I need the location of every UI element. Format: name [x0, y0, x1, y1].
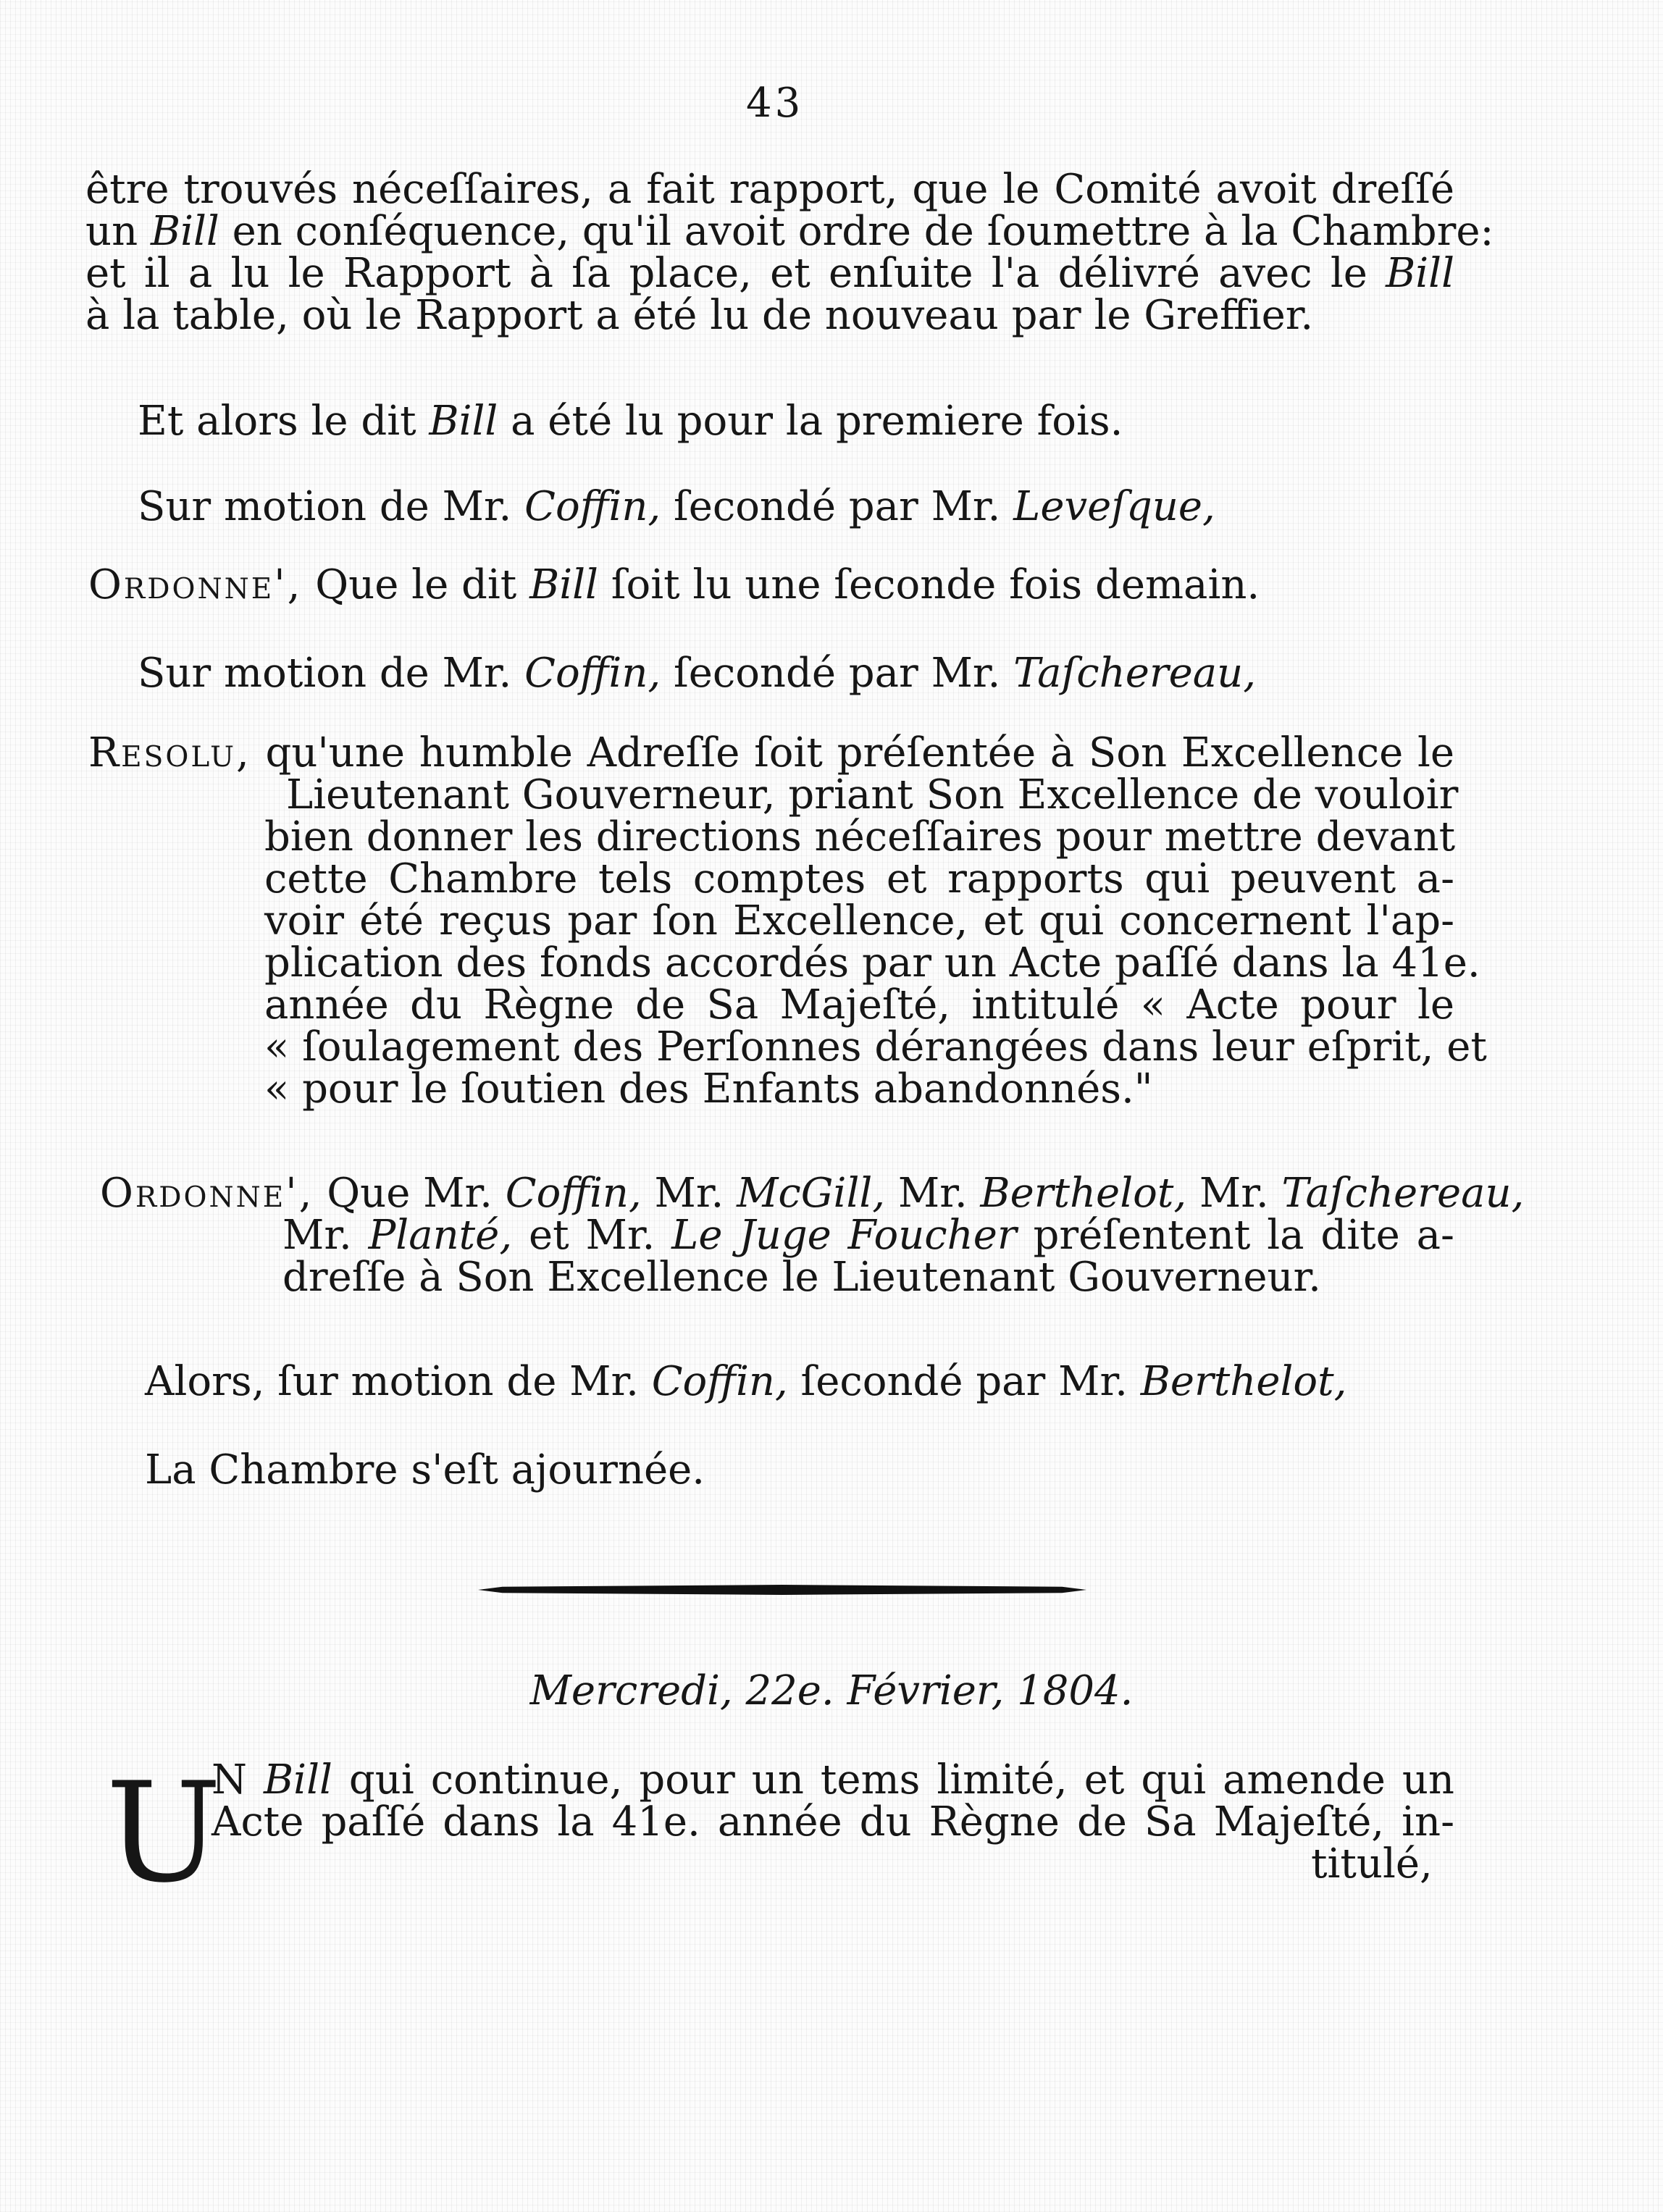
- text: ſecondé par Mr.: [661, 483, 1014, 530]
- text: Acte paſſé dans la 41e. année du Règne de Sa Majeſté, in-: [211, 1798, 1454, 1846]
- text: Mr.: [885, 1170, 981, 1217]
- resolution-line: [88, 729, 1454, 776]
- member-name: Coffin,: [505, 1170, 642, 1217]
- text-line: [1311, 1840, 1433, 1888]
- text: dreſſe à Son Excellence le Lieutenant Gouverneur.: [282, 1254, 1321, 1301]
- resolution-line: [264, 1023, 1487, 1071]
- text: en conſéquence, qu'il avoit ordre de ſoumettre à la Chambre:: [219, 208, 1494, 255]
- text: Mr.: [641, 1170, 737, 1217]
- text: à la table, où le Rapport a été lu de nouveau par le Greffier.: [85, 292, 1314, 339]
- order-line: [88, 561, 1260, 608]
- text: ſecondé par Mr.: [661, 650, 1014, 697]
- text: titulé,: [1311, 1840, 1433, 1888]
- member-name: Coffin,: [651, 1358, 788, 1405]
- text: ſecondé par Mr.: [787, 1358, 1141, 1405]
- text: Mr.: [1186, 1170, 1282, 1217]
- italic-term: Bill: [1386, 250, 1454, 297]
- member-name: Taſchereau,: [1281, 1170, 1525, 1217]
- text-line: [138, 400, 1123, 443]
- text: Que Mr.: [314, 1170, 506, 1217]
- order-line: [100, 1170, 1525, 1217]
- italic-term: Bill: [429, 398, 498, 445]
- date-heading: Mercredi, 22e. Février, 1804.: [529, 1667, 1134, 1714]
- order-label: Ordonne',: [88, 561, 303, 608]
- text-line: [85, 208, 1494, 255]
- resolution-label: Resolu,: [88, 729, 251, 776]
- resolution-line: [264, 939, 1480, 986]
- text: préſentent la dite a-: [1016, 1212, 1454, 1259]
- text-line: [145, 1446, 705, 1493]
- text: Sur motion de Mr.: [138, 650, 525, 697]
- resolution-line: [264, 981, 1454, 1029]
- text: un: [85, 208, 151, 255]
- text: et Mr.: [512, 1212, 672, 1259]
- text: bien donner les directions néceſſaires pour mettre devant: [264, 813, 1456, 860]
- text: qu'une humble Adreſſe ſoit préſentée à Son Excellence le: [251, 729, 1454, 776]
- member-name: Coffin,: [524, 483, 661, 530]
- text: voir été reçus par ſon Excellence, et qui concernent l'ap-: [264, 897, 1454, 944]
- text: ſoit lu une ſeconde fois demain.: [598, 561, 1260, 608]
- text: cette Chambre tels comptes et rapports qui peuvent a-: [264, 855, 1454, 902]
- text: plication des fonds accordés par un Acte paſſé dans la 41e.: [264, 939, 1480, 986]
- italic-term: Bill: [264, 1756, 332, 1803]
- text-line: [85, 168, 1454, 211]
- motion-line: [138, 485, 1215, 529]
- text: « pour le ſoutien des Enfants abandonnés.": [264, 1065, 1153, 1113]
- text: « ſoulagement des Perſonnes dérangées dans leur eſprit, et: [264, 1023, 1487, 1071]
- order-line: [282, 1214, 1454, 1257]
- member-name: Coffin,: [524, 650, 661, 697]
- page-number: 43: [746, 80, 804, 127]
- text: Et alors le dit: [138, 398, 430, 445]
- member-name: Leveſque,: [1013, 483, 1215, 530]
- text: Que le dit: [302, 561, 530, 608]
- resolution-line: [264, 813, 1456, 860]
- motion-line: [138, 652, 1256, 695]
- italic-term: Bill: [150, 208, 219, 255]
- member-name: McGill,: [737, 1170, 886, 1217]
- resolution-line: [264, 1065, 1153, 1113]
- drop-cap: U: [106, 1753, 222, 1913]
- member-name: Planté,: [368, 1212, 513, 1259]
- resolution-line: [264, 855, 1454, 902]
- section-divider: [478, 1585, 1086, 1595]
- member-name: Le Juge Foucher: [671, 1212, 1017, 1259]
- text: année du Règne de Sa Majeſté, intitulé « Acte pour le: [264, 981, 1454, 1029]
- text: Alors, ſur motion de Mr.: [145, 1358, 652, 1405]
- italic-term: Bill: [529, 561, 598, 608]
- text: et il a lu le Rapport à ſa place, et enſuite l'a délivré avec le: [85, 250, 1386, 297]
- text: La Chambre s'eſt ajournée.: [145, 1446, 705, 1493]
- order-label: Ordonne',: [100, 1170, 314, 1217]
- member-name: Berthelot,: [1140, 1358, 1347, 1405]
- resolution-line: [286, 771, 1459, 818]
- order-line: [282, 1256, 1321, 1299]
- text: Sur motion de Mr.: [138, 483, 525, 530]
- text: N: [211, 1756, 264, 1803]
- motion-line: [145, 1360, 1346, 1404]
- text-line: [211, 1756, 1454, 1803]
- text: Mr.: [282, 1212, 369, 1259]
- text: Lieutenant Gouverneur, priant Son Excellence de vouloir: [286, 771, 1459, 818]
- text-line: [85, 294, 1313, 338]
- text-line: [211, 1798, 1454, 1846]
- text: a été lu pour la premiere fois.: [498, 398, 1123, 445]
- text: être trouvés néceſſaires, a fait rapport, que le Comité avoit dreſſé: [85, 166, 1454, 213]
- resolution-line: [264, 897, 1454, 944]
- text-line: [85, 252, 1454, 296]
- member-name: Taſchereau,: [1013, 650, 1257, 697]
- text: qui continue, pour un tems limité, et qui amende un: [332, 1756, 1454, 1803]
- member-name: Berthelot,: [980, 1170, 1187, 1217]
